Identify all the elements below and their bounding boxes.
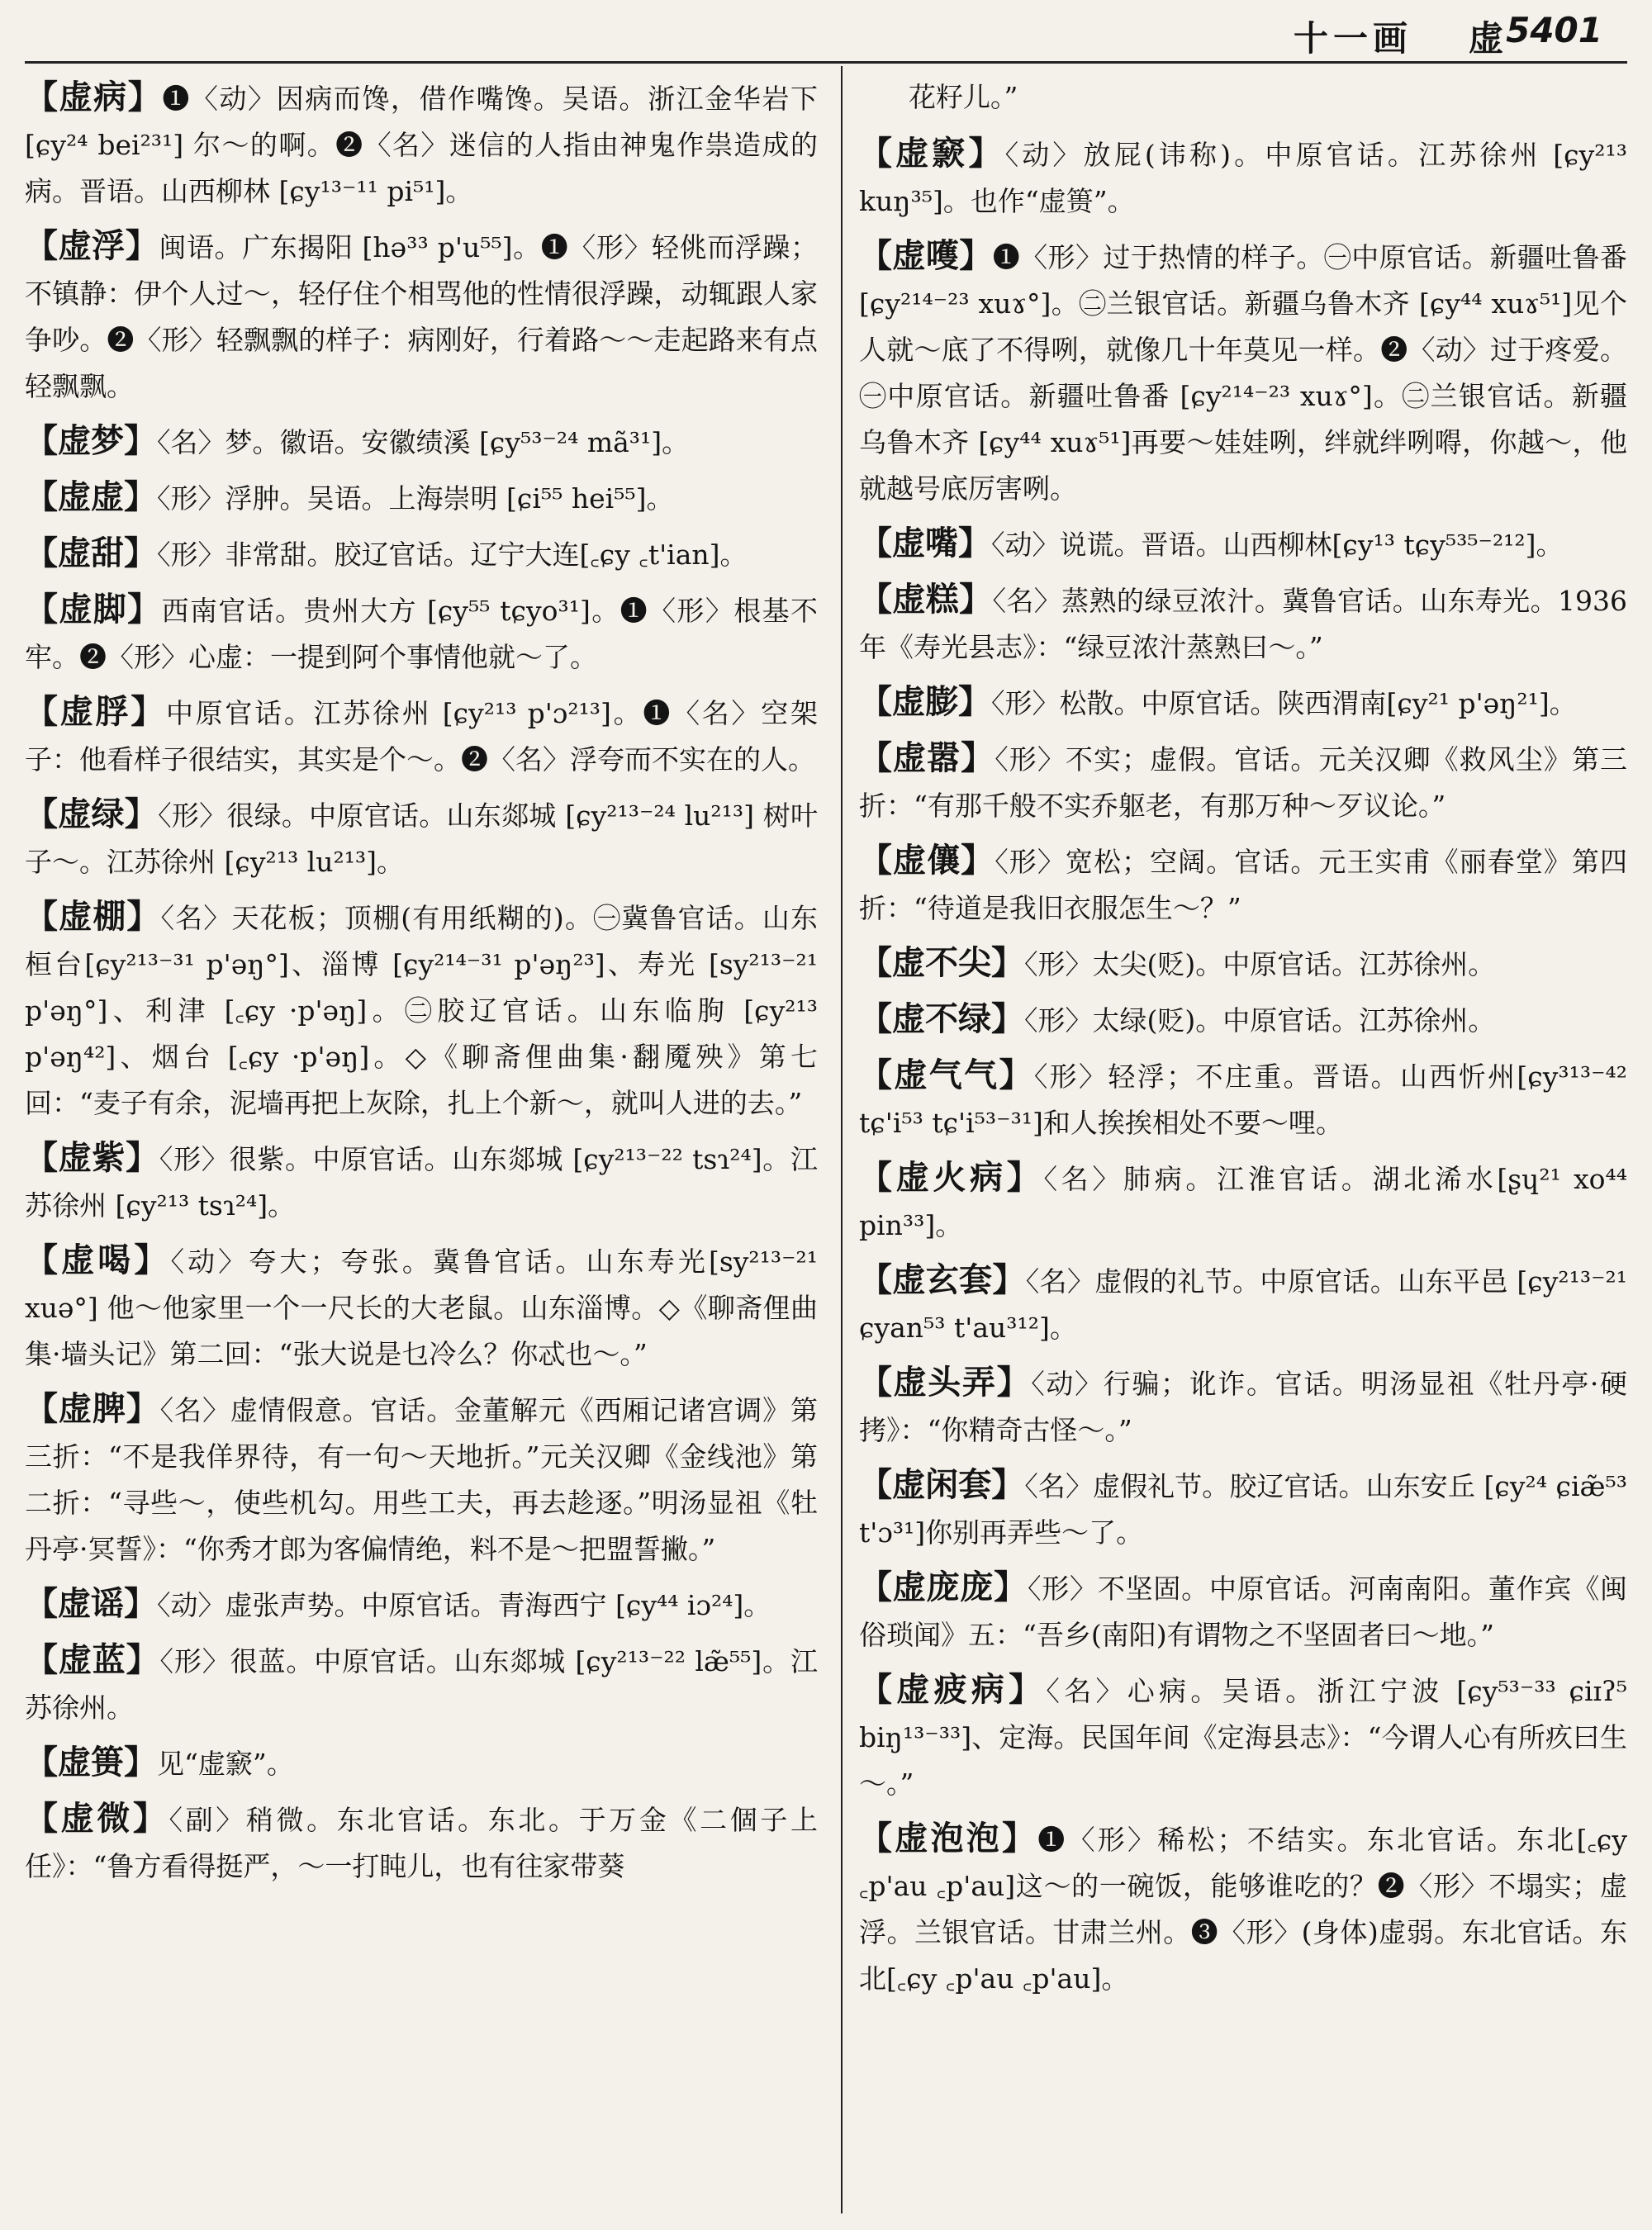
right-column — [859, 74, 1627, 2010]
dictionary-entry — [859, 233, 1627, 512]
definition: 〈名〉梦。徽语。安徽绩溪 [ɕy⁵³⁻²⁴ mã³¹]。 — [157, 426, 690, 458]
headword: 【虚不尖】 — [859, 943, 1024, 982]
definition: 西南官话。贵州大方 [ɕy⁵⁵ tɕyo³¹]。❶〈形〉根基不牢。❷〈形〉心虚：一提到阿个事情他就～了。 — [25, 595, 818, 673]
dictionary-entry — [859, 1155, 1627, 1249]
definition: ❶〈形〉过于热情的样子。㊀中原官话。新疆吐鲁番 [ɕy²¹⁴⁻²³ xuɤ°]。㊁兰银官话。新疆乌鲁木齐 [ɕy⁴⁴ xuɤ⁵¹]见个人就～底了不得咧，就像几十年莫见一样。❷〈动〉过于疼爱。㊀中原官话。新疆吐鲁番 [ɕy²¹⁴⁻²³ xuɤ°]。㊁兰银官话。新疆乌鲁木齐 [ɕy⁴⁴ xuɤ⁵¹]再要～娃娃咧，绊就绊咧嘚，你越～，他就越号底厉害咧。 — [859, 241, 1628, 505]
definition: 〈形〉太绿(贬)。中原官话。江苏徐州。 — [1024, 1004, 1496, 1037]
definition: ❶〈形〉稀松；不结实。东北官话。东北[꜀ɕy ꜀p'au ꜀p'au]这～的一碗饭，能够谁吃的？❷〈形〉不塌实；虚浮。兰银官话。甘肃兰州。❸〈形〉(身体)虚弱。东北官话。东北[꜀ɕy ꜀p'au ꜀p'au]。 — [859, 1824, 1628, 1995]
section-label: 十一画 — [1293, 18, 1412, 59]
definition: 〈副〉稍微。东北官话。东北。于万金《二個子上任》：“鲁方看得挺严，～一打盹儿，也有往家带葵 — [25, 1804, 819, 1882]
dictionary-entry — [25, 474, 818, 522]
page-header — [0, 0, 1652, 59]
dictionary-entry — [25, 530, 818, 578]
dictionary-entry — [859, 1462, 1627, 1556]
headword: 【虚绿】 — [25, 795, 159, 833]
dictionary-entry — [25, 1135, 818, 1229]
dictionary-entry — [859, 1257, 1627, 1351]
headword: 【虚棚】 — [25, 897, 161, 936]
definition: 〈名〉肺病。江淮官话。湖北浠水[ʂɥ²¹ xo⁴⁴ pin³³]。 — [859, 1163, 1627, 1241]
dictionary-entry — [859, 1052, 1627, 1146]
dictionary-entry — [859, 520, 1627, 568]
definition: 〈形〉非常甜。胶辽官话。辽宁大连[꜀ɕy ꜀t'ian]。 — [157, 539, 748, 571]
definition: 〈形〉宽松；空阔。官话。元王实甫《丽春堂》第四折：“待道是我旧衣服怎生～？” — [859, 846, 1628, 924]
definition: 〈动〉夸大；夸张。冀鲁官话。山东寿光[sy²¹³⁻²¹ xuə°] 他～他家里一个一尺长的大老鼠。山东淄博。◇《聊斋俚曲集·墙头记》第二回：“张大说是乜冷么？你忒也～。” — [25, 1245, 818, 1370]
headword: 【虚不绿】 — [859, 999, 1024, 1038]
definition: 〈形〉很绿。中原官话。山东郯城 [ɕy²¹³⁻²⁴ lu²¹³] 树叶子～。江苏徐州 [ɕy²¹³ lu²¹³]。 — [25, 799, 818, 878]
dictionary-entry — [25, 894, 818, 1127]
headword: 【虚气气】 — [859, 1056, 1034, 1094]
headword: 【虚虚】 — [25, 477, 157, 516]
continued-text: 花籽儿。” — [909, 81, 1018, 113]
definition: 见“虚窾”。 — [157, 1748, 294, 1780]
definition: 〈名〉天花板；顶棚(有用纸糊的)。㊀冀鲁官话。山东桓台[ɕy²¹³⁻³¹ p'əŋ°]、淄博 [ɕy²¹⁴⁻³¹ p'əŋ²³]、寿光 [sy²¹³⁻²¹ p'əŋ°]、利津 [꜀ɕy ·p'əŋ]。㊁胶辽官话。山东临朐 [ɕy²¹³ p'əŋ⁴²]、烟台 [꜀ɕy ·p'əŋ]。◇《聊斋俚曲集·翻魇殃》第七回：“麦子有余，泥墙再把上灰除，扎上个新～，就叫人进的去。” — [25, 902, 819, 1119]
headword: 【虚病】 — [25, 78, 163, 116]
headword: 【虚窾】 — [859, 134, 1005, 173]
definition: 〈动〉行骗；讹诈。官话。明汤显祖《牡丹亭·硬拷》：“你精奇古怪～。” — [859, 1368, 1628, 1446]
definition: 〈动〉放屁(讳称)。中原官话。江苏徐州 [ɕy²¹³ kuŋ³⁵]。也作“虚篑”。 — [859, 139, 1627, 217]
headword: 【虚喝】 — [25, 1241, 171, 1279]
definition: ❶〈动〉因病而馋，借作嘴馋。吴语。浙江金华岩下 [ɕy²⁴ bei²³¹] 尔～的啊。❷〈名〉迷信的人指由神鬼作祟造成的病。晋语。山西柳林 [ɕy¹³⁻¹¹ pi⁵¹]。 — [25, 83, 819, 207]
headword: 【虚火病】 — [859, 1158, 1044, 1197]
dictionary-entry — [859, 940, 1627, 988]
dictionary-entry — [25, 1237, 818, 1378]
page-number: 5401 — [1506, 10, 1602, 50]
dictionary-entry — [859, 679, 1627, 727]
definition: 中原官话。江苏徐州 [ɕy²¹³ p'ɔ²¹³]。❶〈名〉空架子：他看样子很结实，其实是个～。❷〈名〉浮夸而不实在的人。 — [25, 697, 819, 776]
dictionary-entry — [25, 1739, 818, 1787]
column-divider — [841, 66, 843, 2213]
headword: 【虚儴】 — [859, 841, 995, 880]
headword: 【虚糕】 — [859, 580, 993, 619]
dictionary-entry — [859, 576, 1627, 671]
dictionary-entry — [25, 586, 818, 681]
headword: 【虚庞庞】 — [859, 1568, 1028, 1606]
dictionary-entry — [859, 1564, 1627, 1658]
headword: 【虚浮】 — [25, 226, 159, 265]
headword: 【虚疲病】 — [859, 1670, 1047, 1709]
headword: 【虚嚣】 — [859, 738, 995, 777]
headword: 【虚微】 — [25, 1799, 169, 1838]
headword: 【虚脬】 — [25, 692, 166, 731]
headword: 【虚膨】 — [859, 682, 991, 721]
dictionary-entry — [859, 996, 1627, 1044]
definition: 〈动〉说谎。晋语。山西柳林[ɕy¹³ tɕy⁵³⁵⁻²¹²]。 — [991, 529, 1564, 561]
dictionary-entry — [25, 1796, 818, 1890]
dictionary-entry — [25, 689, 818, 783]
dictionary-entry — [25, 1637, 818, 1731]
left-column — [25, 74, 818, 1898]
headword: 【虚甜】 — [25, 534, 157, 572]
headword: 【虚谣】 — [25, 1584, 157, 1623]
dictionary-entry — [25, 1386, 818, 1573]
header-rule — [25, 61, 1627, 64]
headword: 【虚嚄】 — [859, 236, 993, 275]
dictionary-entry — [859, 735, 1627, 829]
dictionary-entry — [25, 418, 818, 466]
definition: 〈形〉松散。中原官话。陕西渭南[ɕy²¹ p'əŋ²¹]。 — [991, 687, 1577, 719]
definition: 〈形〉不实；虚假。官话。元关汉卿《救风尘》第三折：“有那千般不实乔躯老，有那万种～歹议论。” — [859, 743, 1628, 822]
definition: 〈形〉不坚固。中原官话。河南南阳。董作宾《闽俗琐闻》五：“吾乡(南阳)有谓物之不坚固者曰～地。” — [859, 1573, 1628, 1651]
dictionary-entry — [859, 1359, 1627, 1454]
headword: 【虚头弄】 — [859, 1363, 1032, 1402]
headword: 【虚蓝】 — [25, 1640, 160, 1679]
headword: 【虚紫】 — [25, 1138, 159, 1177]
headword: 【虚梦】 — [25, 421, 157, 460]
definition: 〈名〉虚假的礼节。中原官话。山东平邑 [ɕy²¹³⁻²¹ ɕyan⁵³ t'au³¹²]。 — [859, 1265, 1627, 1344]
headword: 【虚泡泡】 — [859, 1819, 1038, 1858]
dictionary-entry — [25, 1581, 818, 1629]
dictionary-entry — [859, 130, 1627, 225]
headword: 【虚篑】 — [25, 1743, 157, 1782]
headword: 【虚闲套】 — [859, 1465, 1025, 1504]
definition: 〈形〉轻浮；不庄重。晋语。山西忻州[ɕy³¹³⁻⁴² tɕ'i⁵³ tɕ'i⁵³⁻³¹]和人挨挨相处不要～哩。 — [859, 1060, 1627, 1139]
headword: 【虚脾】 — [25, 1389, 160, 1428]
dictionary-entry — [859, 837, 1627, 932]
definition: 〈形〉很蓝。中原官话。山东郯城 [ɕy²¹³⁻²² læ̃⁵⁵]。江苏徐州。 — [25, 1645, 819, 1724]
dictionary-entry — [859, 1667, 1627, 1807]
definition: 〈名〉蒸熟的绿豆浓汁。冀鲁官话。山东寿光。1936年《寿光县志》：“绿豆浓汁蒸熟曰～。” — [859, 585, 1628, 663]
definition: 〈名〉心病。吴语。浙江宁波 [ɕy⁵³⁻³³ ɕiɪʔ⁵ biŋ¹³⁻³³]、定海。民国年间《定海县志》：“今谓人心有所疚曰生～。” — [859, 1675, 1628, 1800]
definition: 〈形〉很紫。中原官话。山东郯城 [ɕy²¹³⁻²² tsɿ²⁴]。江苏徐州 [ɕy²¹³ tsɿ²⁴]。 — [25, 1143, 819, 1222]
headword: 【虚嘴】 — [859, 524, 991, 562]
headword: 【虚玄套】 — [859, 1260, 1026, 1299]
dictionary-entry — [25, 223, 818, 410]
dictionary-entry — [859, 1815, 1627, 2002]
dictionary-entry — [25, 791, 818, 885]
definition: 〈动〉虚张声势。中原官话。青海西宁 [ɕy⁴⁴ iɔ²⁴]。 — [157, 1589, 771, 1621]
definition: 〈名〉虚情假意。官话。金董解元《西厢记诸宫调》第三折：“不是我佯界待，有一句～天地折。”元关汉卿《金线池》第二折：“寻些～，使些机勾。用些工夫，再去趁逐。”明汤显祖《牡丹亭·冥誓》：“你秀才郎为客偏情绝，料不是～把盟誓撇。” — [25, 1394, 819, 1565]
definition: 〈形〉太尖(贬)。中原官话。江苏徐州。 — [1024, 948, 1496, 980]
definition: 闽语。广东揭阳 [hə³³ p'u⁵⁵]。❶〈形〉轻佻而浮躁；不镇静：伊个人过～，轻仔住个相骂他的性情很浮躁，动辄跟人家争吵。❷〈形〉轻飘飘的样子：病刚好，行着路～～走起路来有点轻飘飘。 — [25, 231, 818, 402]
headword: 【虚脚】 — [25, 590, 162, 629]
definition: 〈形〉浮肿。吴语。上海崇明 [ɕi⁵⁵ hei⁵⁵]。 — [157, 482, 674, 515]
definition: 〈名〉虚假礼节。胶辽官话。山东安丘 [ɕy²⁴ ɕiæ̃⁵³ t'ɔ³¹]你别再弄些～了。 — [859, 1470, 1628, 1549]
dictionary-entry — [25, 74, 818, 215]
header-character: 虚 — [1468, 18, 1503, 59]
